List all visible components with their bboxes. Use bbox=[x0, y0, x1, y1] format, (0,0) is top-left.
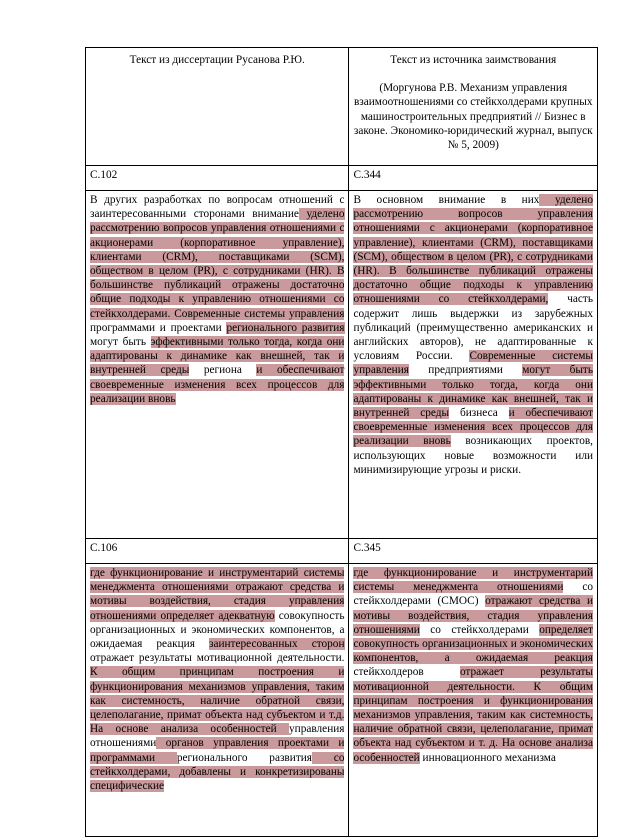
text-row-1 bbox=[85, 191, 598, 539]
left-text-1 bbox=[86, 191, 349, 539]
header-right-title: Текст из источника заимствования bbox=[390, 54, 557, 66]
highlighted-text: регионального развития bbox=[226, 321, 345, 334]
plain-text: региона bbox=[189, 364, 257, 377]
plain-text: инновационного механизма bbox=[419, 751, 556, 764]
highlighted-text: На основе анализа особенностей bbox=[353, 737, 593, 764]
highlighted-text: К общим принципам построения и функционирования механизмов управления, таким как системность, наличие обратной связи, целеполагание, примат объекта над субъектом и т.д. bbox=[90, 666, 345, 722]
plain-text: программами и проектами bbox=[90, 321, 227, 334]
plain-text: В других разработках по вопросам отношений с заинтересованными сторонами вниманиe bbox=[90, 194, 345, 221]
left-page-number: С.102 bbox=[86, 166, 349, 191]
text-row-2 bbox=[85, 564, 598, 837]
right-page-number: С.344 bbox=[349, 166, 598, 191]
plain-text: отражает результаты мотивационной деятельности. bbox=[90, 652, 345, 665]
header-right-source: (Моргунова Р.В. Механизм управления взаимоотношениями со стейкхолдерами крупных машиностроительных предприятий // Бизнес в законе. Экономико-юридический журнал, выпуск № 5, 2009) bbox=[353, 82, 593, 152]
highlighted-text: и обеспечивают своевременные изменения всех процессов для реализации вновь bbox=[353, 407, 593, 448]
plain-text: могут быть bbox=[90, 336, 151, 349]
highlighted-text: уделено рассмотрению вопросов управления отношениями с акционерами (корпоративное управление), клиентами (CRM), поставщиками (SCM), обществом в целом (PR), с сотрудниками (HR). В большинстве публикаций отражены достаточно общие подходы к управлению отношениями со стейкхолдерами. Современные системы управления bbox=[90, 208, 345, 320]
left-page-number: С.106 bbox=[86, 539, 349, 564]
highlighted-text: и обеспечивают своевременные изменения всех процессов для реализации вновь bbox=[90, 364, 345, 405]
comparison-table bbox=[85, 47, 598, 837]
highlighted-text: уделено рассмотрению вопросов управления отношениями с акционерами (корпоративное управление), клиентами (CRM), поставщиками (SCM), обществом в целом (PR), с сотрудниками (HR). В большинстве публикаций отражены достаточно общие подходы к управлению отношениями со стейкхолдерами, bbox=[353, 194, 593, 306]
highlighted-text: определяет совокупность организационных и экономических компонентов, а ожидаемая реакция bbox=[353, 623, 593, 665]
highlighted-text: отражают средства и мотивы воздействия, стадия управления отношениями bbox=[353, 595, 594, 636]
highlighted-text: где функционирование и инструментарий системы менеджмента отношениями bbox=[353, 567, 593, 594]
header-left-title: Текст из диссертации Русанова Р.Ю. bbox=[129, 54, 305, 66]
highlighted-text: заинтересованных сторон bbox=[208, 638, 345, 651]
plain-text: со стейкхолдерами bbox=[419, 623, 540, 636]
plain-text: часть содержит лишь выдержки из зарубежных публикаций (преимущественно американских и английских авторов), не адаптированные к условиям России. bbox=[353, 293, 593, 363]
page-row-2 bbox=[85, 539, 598, 564]
plain-text: возникающих проектов, использующих новые возможности или минимизирующие угрозы и риски. bbox=[353, 435, 593, 476]
highlighted-text: могут быть эффективными только тогда, когда они адаптированы к динамике как внешней, так и внутренней среды bbox=[353, 364, 593, 420]
plain-text: предприятиями bbox=[408, 364, 523, 377]
plain-text: бизнеса bbox=[449, 407, 509, 420]
plain-text: регионального развития bbox=[176, 751, 312, 764]
highlighted-text: К общим принципам построения и функционирования механизмов управления, таким как системность, наличие обратной связи, целеполагание, примат объекта над субъектом и т. д. bbox=[353, 680, 593, 750]
plain-text: совокупность организационных и экономических компонентов, а ожидаемая реакция bbox=[90, 609, 345, 651]
highlighted-text: эффективными только тогда, когда они адаптированы к динамике как внешней, так и внутренней среды bbox=[90, 336, 345, 377]
right-text-1 bbox=[349, 191, 598, 539]
plain-text: В основном внимание в них bbox=[353, 194, 540, 206]
highlighted-text: где функционирование и инструментарий системы менеджмента отношениями отражают средства и мотивы воздействия, стадия управления отношениями определяет адекватную bbox=[90, 567, 345, 622]
page-row-1 bbox=[85, 166, 598, 191]
highlighted-text: отражает результаты мотивационной деятельности. bbox=[353, 666, 593, 693]
right-text-2 bbox=[349, 564, 598, 837]
plain-text: стейкхолдеров bbox=[353, 666, 460, 679]
plain-text: со стейкхолдерами (СМОС) bbox=[353, 581, 593, 608]
left-text-2 bbox=[86, 564, 349, 837]
highlighted-text: На основе анализа особенностей bbox=[90, 723, 289, 736]
header-right bbox=[349, 48, 598, 166]
right-page-number: С.345 bbox=[349, 539, 598, 564]
highlighted-text: Современные системы управления bbox=[353, 350, 593, 377]
header-left bbox=[86, 48, 349, 166]
highlighted-text: со стейкхолдерами, добавлены и конкретизированы специфические bbox=[90, 751, 345, 793]
highlighted-text: органов управления проектами и программами bbox=[90, 737, 345, 764]
header-row bbox=[85, 47, 598, 166]
plain-text: управления отношениями bbox=[90, 723, 345, 750]
